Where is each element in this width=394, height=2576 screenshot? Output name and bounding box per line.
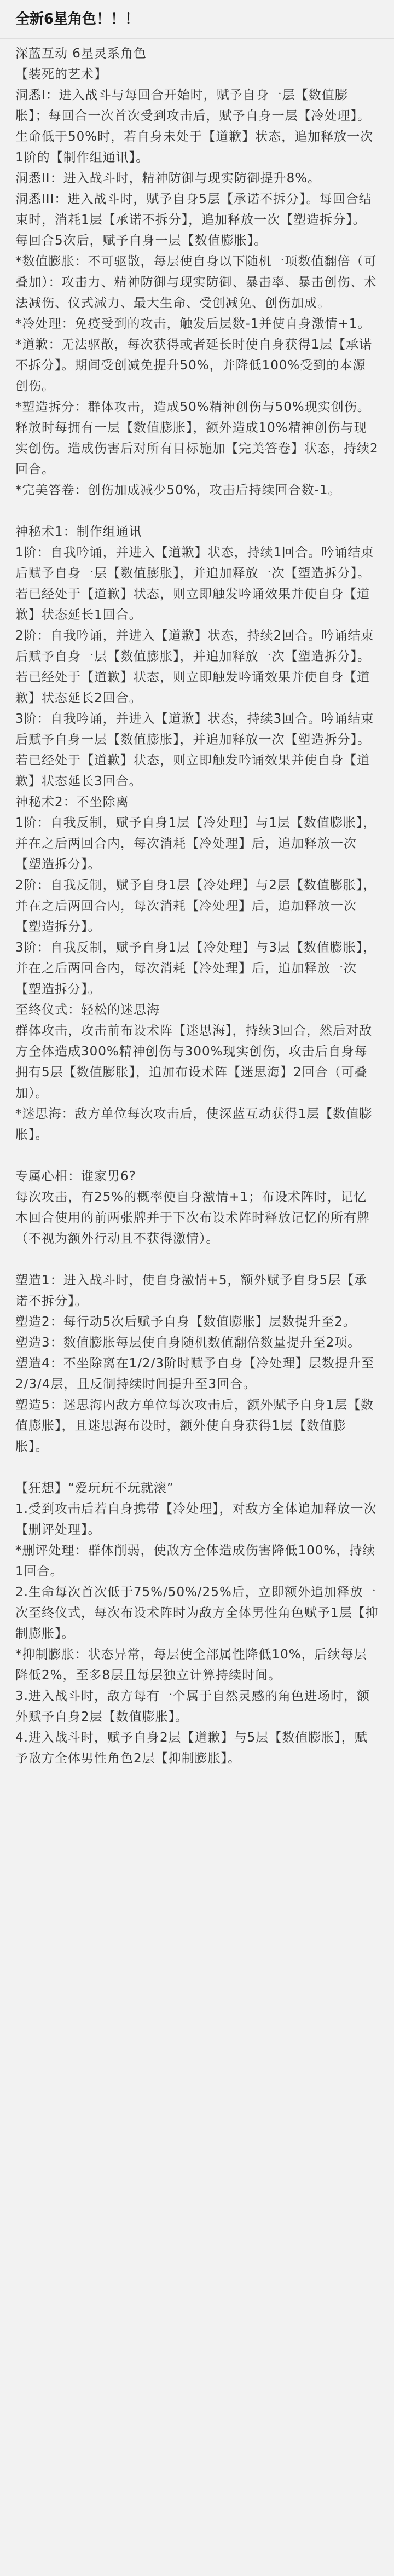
post-line: *道歉：无法驱散，每次获得或者延长时使自身获得1层【承诺不拆分】。期间受创减免提升50%，并降低100%受到的本源创伤。: [15, 338, 373, 393]
post-line: 塑造5：迷思海内敌方单位每次攻击后，额外赋予自身1层【数值膨胀】，且迷思海布设时，额外使自身获得1层【数值膨胀】。: [15, 1398, 374, 1454]
post-line: 塑造2：每行动5次后赋予自身【数值膨胀】层数提升至2。: [15, 1315, 356, 1329]
post-line: 2阶：自我吟诵，并进入【道歉】状态，持续2回合。吟诵结束后赋予自身一层【数值膨胀】，并追加释放一次【塑造拆分】。若已经处于【道歉】状态，则立即触发吟诵效果并使自身【道歉】状态延长2回合。: [15, 629, 374, 705]
blank-line: [15, 1457, 379, 1478]
post-line: 1阶：自我反制，赋予自身1层【冷处理】与1层【数值膨胀】，并在之后两回合内，每次消耗【冷处理】后，追加释放一次【塑造拆分】。: [15, 816, 376, 872]
post-line: *迷思海：敌方单位每次攻击后，使深蓝互动获得1层【数值膨胀】。: [15, 1107, 373, 1142]
blank-line: [15, 1249, 379, 1270]
post-line: *删评处理：群体削弱，使敌方全体造成伤害降低100%，持续1回合。: [15, 1544, 376, 1579]
post-line: 1阶：自我吟诵，并进入【道歉】状态，持续1回合。吟诵结束后赋予自身一层【数值膨胀】，并追加释放一次【塑造拆分】。若已经处于【道歉】状态，则立即触发吟诵效果并使自身【道歉】状态延长1回合。: [15, 546, 374, 622]
post-line: 每次攻击，有25%的概率使自身激情+1；布设术阵时，记忆本回合使用的前两张牌并于下次布设术阵时释放记忆的所有牌（不视为额外行动且不获得激情）。: [15, 1190, 370, 1246]
post-line: 【狂想】“爱玩玩不玩就滚”: [15, 1481, 174, 1495]
post-line: 塑造3：数值膨胀每层使自身随机数值翻倍数量提升至2项。: [15, 1336, 361, 1350]
blank-line: [15, 501, 379, 521]
post-line: *完美答卷：创伤加成减少50%，攻击后持续回合数-1。: [15, 483, 341, 497]
post-title: 全新6星角色！！！: [15, 11, 140, 27]
post-line: 群体攻击，攻击前布设术阵【迷思海】，持续3回合，然后对敌方全体造成300%精神创伤与300%现实创伤，攻击后自身每拥有5层【数值膨胀】，追加布设术阵【迷思海】2回合（可叠加）。: [15, 1024, 373, 1100]
post-line: 4.进入战斗时，赋予自身2层【道歉】与5层【数值膨胀】，赋予敌方全体男性角色2层【抑制膨胀】。: [15, 1731, 368, 1766]
post-line: *冷处理：免疫受到的攻击，触发后层数-1并使自身激情+1。: [15, 317, 371, 331]
post-line: 洞悉I：进入战斗与每回合开始时，赋予自身一层【数值膨胀】；每回合一次首次受到攻击后，赋予自身一层【冷处理】。生命低于50%时，若自身未处于【道歉】状态，追加释放一次1阶的【制作组通讯】。: [15, 88, 374, 165]
blank-line: [15, 1145, 379, 1166]
post-line: 神秘术2：不坐除离: [15, 795, 129, 809]
post-body: [15, 43, 379, 1769]
post-line: 专属心相：谁家男6?: [15, 1169, 136, 1183]
title-divider: [0, 38, 394, 39]
post-line: 洞悉II：进入战斗时，精神防御与现实防御提升8%。: [15, 171, 321, 185]
post-line: 塑造1：进入战斗时，使自身激情+5，额外赋予自身5层【承诺不拆分】。: [15, 1273, 368, 1308]
post-line: 3.进入战斗时，敌方每有一个属于自然灵感的角色进场时，额外赋予自身2层【数值膨胀】。: [15, 1689, 370, 1724]
post-line: 1.受到攻击后若自身携带【冷处理】，对敌方全体追加释放一次【删评处理】。: [15, 1502, 377, 1537]
post-line: *塑造拆分：群体攻击，造成50%精神创伤与50%现实创伤。释放时每拥有一层【数值膨胀】，额外造成10%精神创伤与现实创伤。造成伤害后对所有目标施加【完美答卷】状态，持续2回合。: [15, 400, 379, 477]
post-line: *数值膨胀：不可驱散，每层使自身以下随机一项数值翻倍（可叠加）：攻击力、精神防御与现实防御、暴击率、暴击创伤、术法减伤、仪式减力、最大生命、受创减免、创伤加成。: [15, 254, 377, 310]
post-line: 3阶：自我反制，赋予自身1层【冷处理】与3层【数值膨胀】，并在之后两回合内，每次消耗【冷处理】后，追加释放一次【塑造拆分】。: [15, 941, 376, 996]
post-line: 深蓝互动 6星灵系角色: [15, 47, 147, 61]
post-line: 2.生命每次首次低于75%/50%/25%后，立即额外追加释放一次至终仪式，每次布设术阵时为敌方全体男性角色赋予1层【抑制膨胀】。: [15, 1585, 379, 1641]
post-line: 至终仪式：轻松的迷思海: [15, 1003, 160, 1017]
post-line: 神秘术1：制作组通讯: [15, 525, 142, 539]
post-line: *抑制膨胀：状态异常，每层使全部属性降低10%，后续每层降低2%，至多8层且每层独立计算持续时间。: [15, 1647, 367, 1682]
post-line: 洞悉III：进入战斗时，赋予自身5层【承诺不拆分】。每回合结束时，消耗1层【承诺不拆分】，追加释放一次【塑造拆分】。每回合5次后，赋予自身一层【数值膨胀】。: [15, 192, 372, 248]
post-line: 3阶：自我吟诵，并进入【道歉】状态，持续3回合。吟诵结束后赋予自身一层【数值膨胀】，并追加释放一次【塑造拆分】。若已经处于【道歉】状态，则立即触发吟诵效果并使自身【道歉】状态延长3回合。: [15, 712, 374, 788]
post-line: 【装死的艺术】: [15, 67, 107, 82]
post-line: 2阶：自我反制，赋予自身1层【冷处理】与2层【数值膨胀】，并在之后两回合内，每次消耗【冷处理】后，追加释放一次【塑造拆分】。: [15, 878, 376, 934]
post-line: 塑造4：不坐除离在1/2/3阶时赋予自身【冷处理】层数提升至2/3/4层，且反制持续时间提升至3回合。: [15, 1356, 375, 1391]
